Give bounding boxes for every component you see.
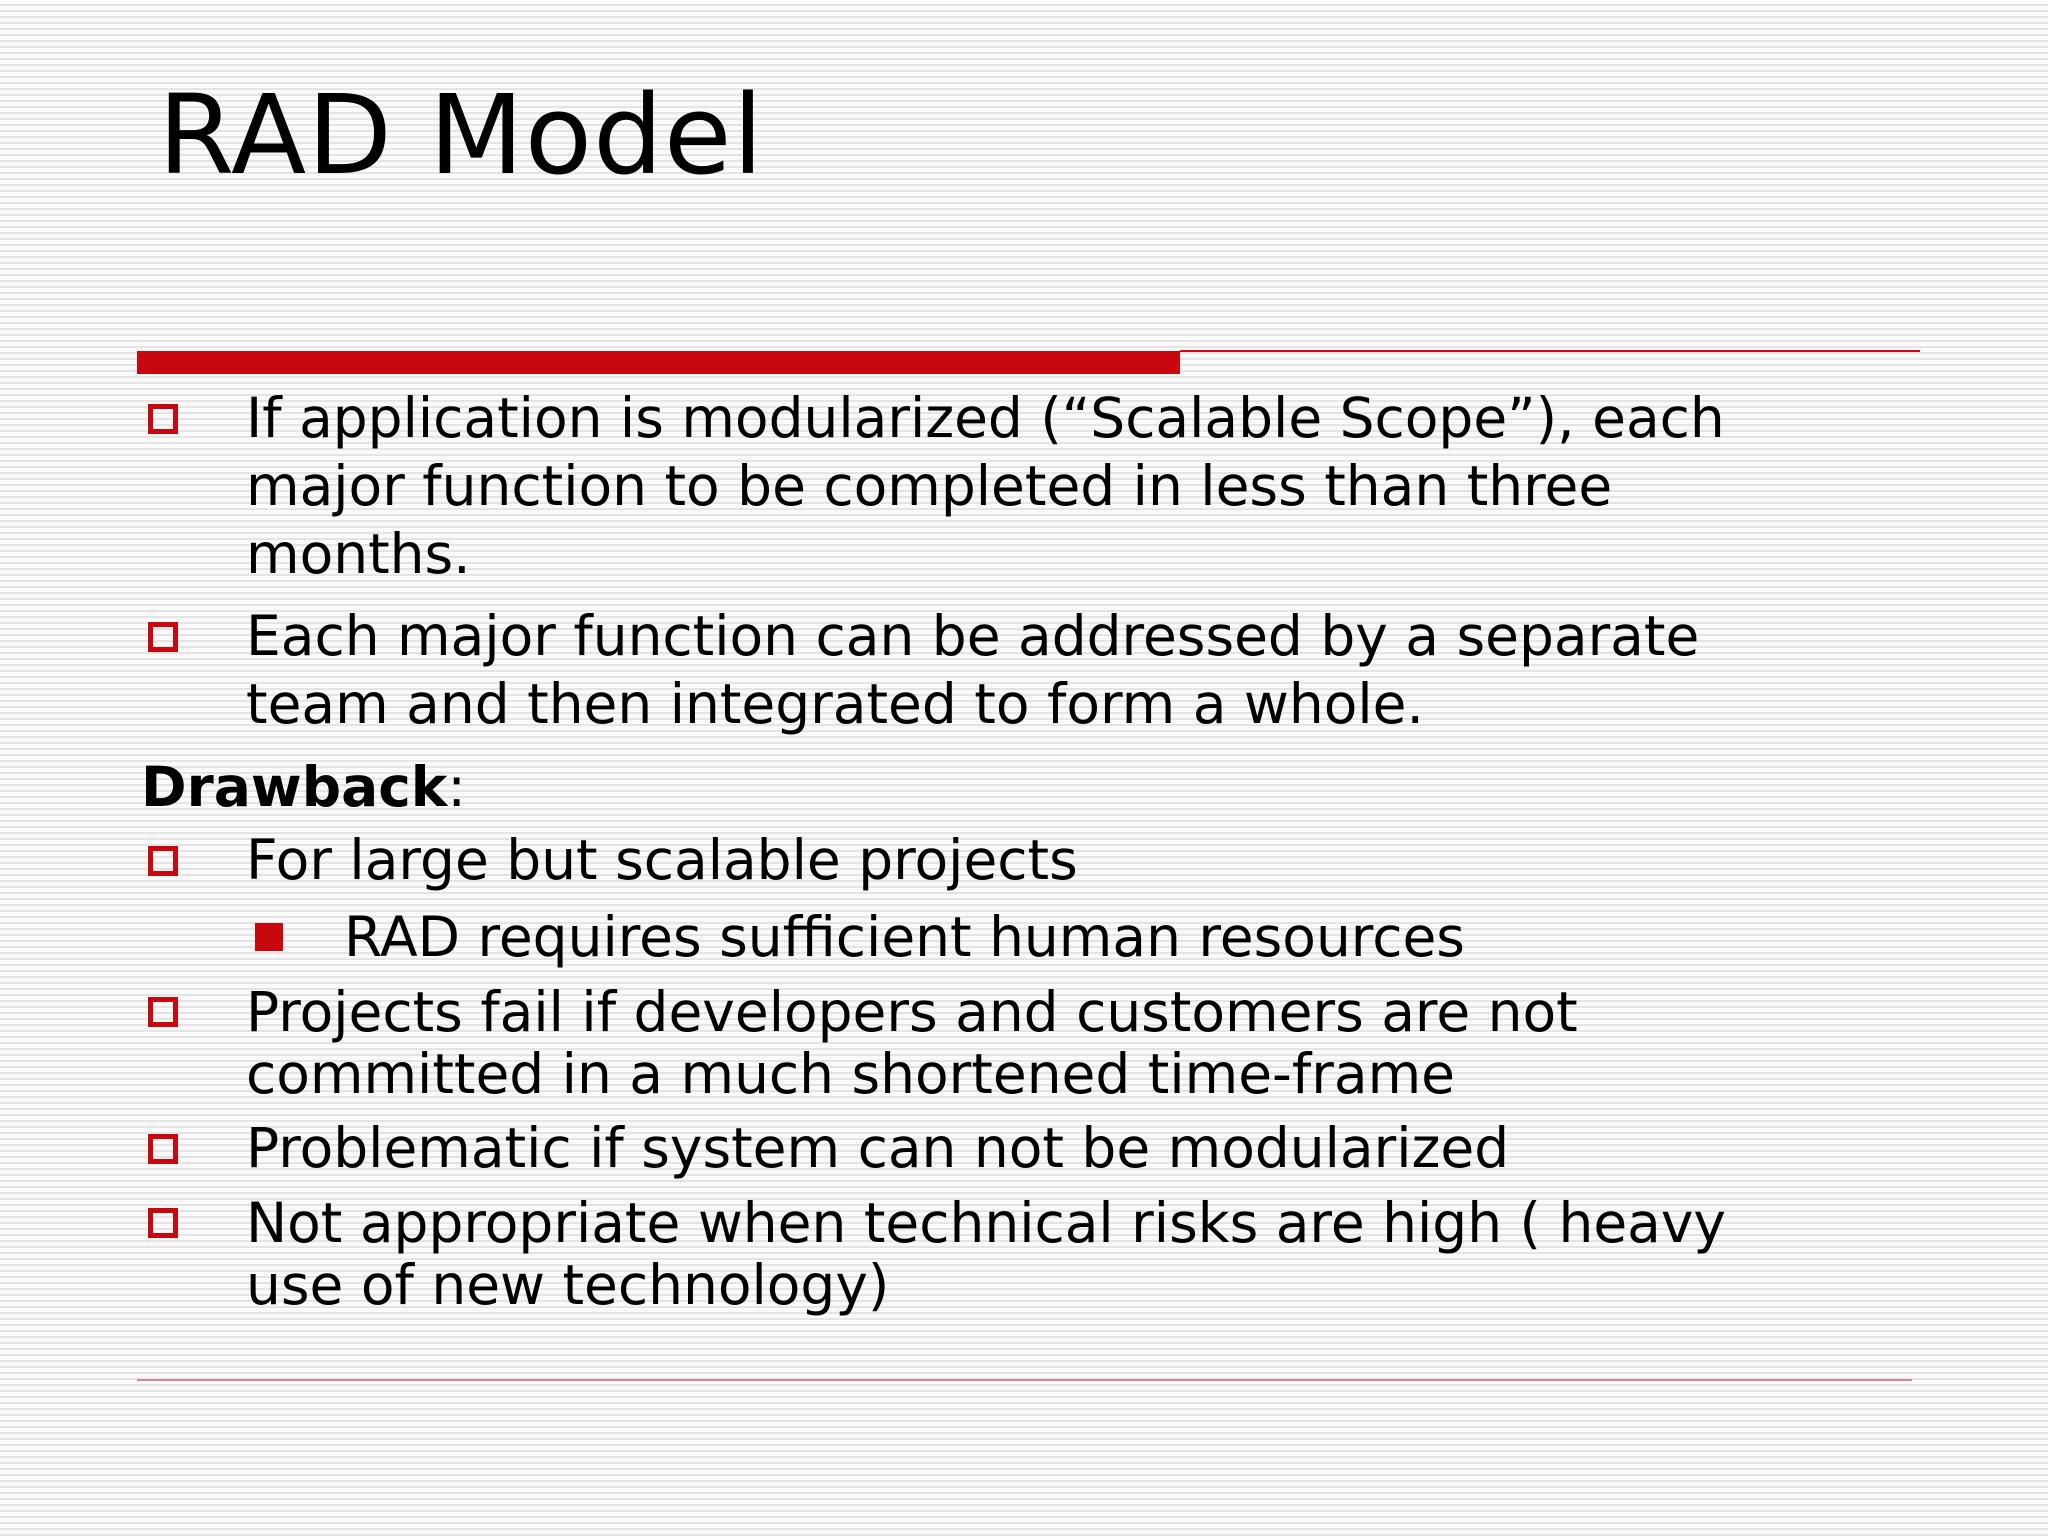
list-item xyxy=(246,1114,1509,1182)
list-item xyxy=(246,602,1699,738)
list-item-line: For large but scalable projects xyxy=(246,828,1078,892)
list-item-line: Each major function can be addressed by a separate xyxy=(246,604,1700,668)
list-item xyxy=(246,1192,1726,1316)
drawback-label: Drawback xyxy=(141,755,448,819)
list-item-line: Problematic if system can not be modularized xyxy=(246,1116,1510,1180)
title-underline-thick xyxy=(137,351,1180,374)
hollow-square-bullet-icon xyxy=(148,1208,178,1238)
sub-list-item-line: RAD requires sufficient human resources xyxy=(344,905,1465,969)
hollow-square-bullet-icon xyxy=(148,622,178,652)
filled-square-bullet-icon xyxy=(255,923,283,951)
bottom-divider xyxy=(137,1379,1912,1381)
list-item-line: committed in a much shortened time-frame xyxy=(246,1042,1455,1106)
list-item-line: Projects fail if developers and customers are not xyxy=(246,980,1578,1044)
drawback-colon: : xyxy=(447,755,466,819)
list-item xyxy=(246,826,1078,894)
list-item-line: use of new technology) xyxy=(246,1253,890,1317)
list-item xyxy=(246,981,1578,1105)
sub-list-item xyxy=(344,903,1465,971)
list-item-line: Not appropriate when technical risks are high ( heavy xyxy=(246,1191,1726,1255)
hollow-square-bullet-icon xyxy=(148,997,178,1027)
list-item xyxy=(246,384,1725,588)
list-item-line: If application is modularized (“Scalable Scope”), each xyxy=(246,386,1725,450)
list-item-line: major function to be completed in less than three xyxy=(246,454,1613,518)
hollow-square-bullet-icon xyxy=(148,846,178,876)
hollow-square-bullet-icon xyxy=(148,1134,178,1164)
hollow-square-bullet-icon xyxy=(148,404,178,434)
title-underline-thin xyxy=(1180,350,1920,352)
drawback-heading xyxy=(141,753,466,821)
list-item-line: months. xyxy=(246,522,471,586)
list-item-line: team and then integrated to form a whole. xyxy=(246,672,1424,736)
slide-title: RAD Model xyxy=(158,71,765,199)
